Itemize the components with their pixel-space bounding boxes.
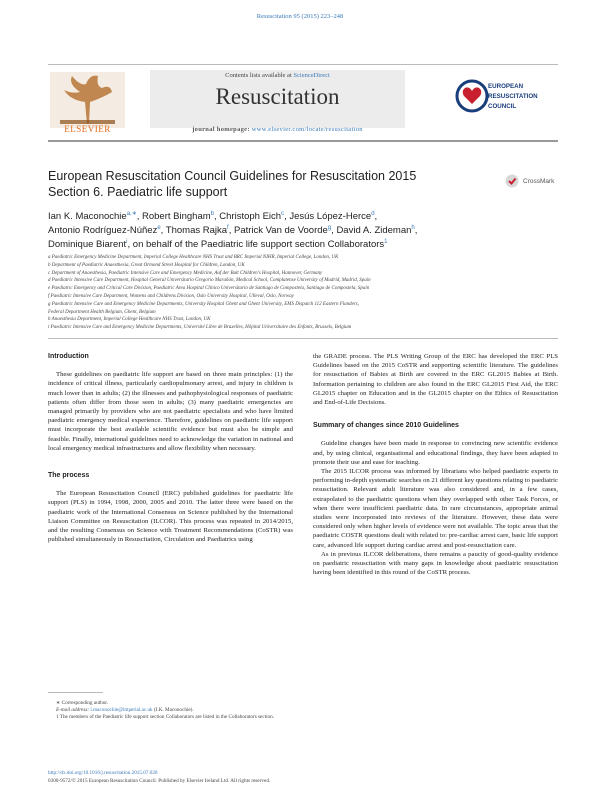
elsevier-tree-logo (50, 72, 125, 128)
author-name[interactable]: Patrick Van de Voorde (233, 225, 328, 236)
affiliation-line: h Anaesthesia Department, Imperial College Healthcare NHS Trust, London, UK (48, 317, 211, 323)
erc-line-1: EUROPEAN (488, 83, 524, 90)
journal-homepage (150, 126, 405, 133)
homepage-prefix: journal homepage: (192, 126, 250, 133)
author-name[interactable]: Ian K. Maconochie (48, 211, 127, 222)
erc-line-2: RESUSCITATION (488, 93, 538, 100)
left-column (48, 352, 293, 544)
author-separator: , (228, 225, 234, 236)
author-separator: , (331, 225, 337, 236)
corresponding-note: ∗ Corresponding author. (56, 700, 109, 706)
header-top-rule (48, 64, 558, 65)
introduction-paragraph: These guidelines on paediatric life support are based on three main principles: (1) the incidence of critical illness, particularly cardiopulmonary arrest, and injury in children is much lower than in adults; (2) the illnesses and pathophysiological responses of paediatric patients often differ from those seen in adults; (3) many paediatric emergencies are managed primarily by providers who are not paediatric specialists and who have limited paediatric emergency medical experience. Therefore, guidelines on paediatric life support must incorporate the best available scientific evidence but must also be simple and feasible. Finally, international guidelines need to acknowledge the variation in national and local emergency medical infrastructures and allow flexibility when necessary. (48, 371, 293, 452)
affiliation-line: Federal Department Health Belgium, Ghent, Belgium (48, 309, 156, 315)
title-line-2: Section 6. Paediatric life support (48, 185, 228, 199)
collaborators-note: 1 The members of the Paediatric life support section Collaborators are listed in the Collaborators section. (56, 714, 275, 720)
author-affiliation-marker[interactable]: a,∗ (126, 210, 137, 217)
affiliation-line: d Paediatric Intensive Care Department, Hospital General Universitario Gregorio Marañón, Medical School, Complutense University of Madrid, Madrid, Spain (48, 278, 371, 284)
author-separator: , (214, 211, 220, 222)
journal-citation: Resuscitation 95 (2015) 223–248 (256, 13, 344, 20)
author-list (48, 210, 558, 252)
journal-title: Resuscitation (215, 84, 340, 109)
author-affiliation-marker[interactable]: b (210, 210, 214, 217)
email-note (48, 707, 293, 714)
right-column (313, 352, 558, 577)
copyright-line: 0300-9572/© 2015 European Resuscitation Council. Published by Elsevier Ireland Ltd. All rights reserved. (48, 777, 271, 784)
affiliation-rule (48, 338, 558, 339)
summary-paragraph-3: As in previous ILCOR deliberations, there remains a paucity of good-quality evidence on paediatric resuscitation with many gaps in knowledge about paediatric resuscitation having been identified in this round of the CoSTR process. (313, 550, 558, 577)
author-name[interactable]: Antonio Rodríguez-Núñez (48, 225, 158, 236)
affiliation-line: i Paediatric Intensive Care and Emergency Medicine Departments, Université Libre de Bruxelles, Hôpital Universitaire des Enfants, Brussels, Belgium (48, 325, 352, 331)
author-name[interactable]: Christoph Eich (219, 211, 282, 222)
author-affiliation-marker[interactable]: c (281, 210, 285, 217)
affiliation-line: c Department of Anaesthesia, Paediatric Intensive Care and Emergency Medicine, Auf der Bult Children's Hospital, Hannover, Germany (48, 270, 323, 276)
author-affiliation-marker[interactable]: g (327, 224, 332, 231)
footnote-rule (48, 692, 103, 693)
email-label: E-mail address: (56, 707, 90, 713)
author-name[interactable]: Thomas Rajka (165, 225, 228, 236)
summary-paragraph-2: The 2015 ILCOR process was informed by librarians who helped paediatric experts in performing in-depth systematic searches on 21 different key questions relating to paediatric resuscitation. Relevant adult literature was also considered and, in a few cases, extrapolated to the paediatric questions when they overlapped with other Task Forces, or when there were insufficient paediatric data. In rare circumstances, appropriate animal studies were incorporated into reviews of the literature. However, these data were considered only when higher levels of evidence were not available. The topic areas that the paediatric COSTR questions dealt with related to: pre-cardiac arrest care, basic life support care, advanced life support during cardiac arrest and post-resuscitation care. (313, 468, 558, 549)
author-separator: , (160, 225, 166, 236)
header-bottom-rule (48, 140, 558, 142)
doi-link[interactable]: http://dx.doi.org/10.1016/j.resuscitation.2015.07.028 (48, 770, 158, 776)
affiliations (48, 254, 558, 332)
author-affiliation-marker[interactable]: f (227, 224, 229, 231)
email-link[interactable]: i.maconochie@imperial.ac.uk (90, 707, 153, 713)
author-name[interactable]: Jesús López-Herce (289, 211, 372, 222)
contents-line (150, 72, 405, 79)
contents-prefix: Contents lists available at (225, 72, 292, 79)
crossmark-label: CrossMark (523, 177, 555, 185)
affiliation-line: f Paediatric Intensive Care Department, Womens and Childrens Division, Oslo University Hospital, Ulleval, Oslo, Norway (48, 293, 294, 299)
author-separator: , (136, 211, 142, 222)
footnotes (48, 700, 293, 721)
author-name[interactable]: on behalf of the Paediatric life support section Collaborators (132, 239, 385, 250)
introduction-heading: Introduction (48, 353, 89, 360)
title-line-1: European Resuscitation Council Guidelines for Resuscitation 2015 (48, 169, 417, 183)
affiliation-line: g Paediatric Intensive Care and Emergency Medicine Departments, University Hospital Ghent and Ghent University, EMS Dispatch 112 Eastern Flanders, (48, 301, 360, 307)
grade-paragraph: the GRADE process. The PLS Writing Group of the ERC has developed the ERC PLS Guidelines based on the 2015 CoSTR and supporting scientific literature. The guidelines for resuscitation of Babies at Birth are covered in the ERC GL2015 Babies at Birth. Information pertaining to children are also found in the ERC GL2015 First Aid, the ERC GL2015 chapter on Education and in the GL2015 chapter on the Ethics of Resuscitation and End-of-Life Decisions. (313, 353, 558, 407)
summary-paragraph-1: Guideline changes have been made in response to convincing new scientific evidence and, by using clinical, organisational and educational findings, they have been adapted to promote their use and ease for teaching. (313, 440, 558, 466)
summary-heading: Summary of changes since 2010 Guidelines (313, 422, 459, 430)
author-name[interactable]: Dominique Biarent (48, 239, 127, 250)
author-affiliation-marker[interactable]: i (126, 238, 128, 245)
crossmark-badge[interactable] (505, 172, 565, 190)
author-separator: , (127, 239, 133, 250)
elsevier-wordmark: ELSEVIER (64, 124, 111, 134)
affiliation-line: e Paediatric Emergency and Critical Care Division, Paediatric Area Hospital Clínico Universitario de Santiago de Compostela, Santiago de Compostela, Spain (48, 286, 370, 292)
author-affiliation-marker[interactable]: 1 (384, 238, 388, 245)
article-title (48, 168, 478, 200)
author-name[interactable]: Robert Bingham (142, 211, 211, 222)
author-affiliation-marker[interactable]: d (371, 210, 375, 217)
erc-wordmark (488, 82, 538, 112)
erc-heart-logo (455, 76, 489, 116)
affiliation-line: a Paediatric Emergency Medicine Department, Imperial College Healthcare NHS Trust and BRC Imperial NIHR, Imperial College, London, UK (48, 255, 339, 260)
affiliation-line: b Department of Paediatric Anaesthesia, Great Ormond Street Hospital for Children, London, UK (48, 262, 245, 268)
process-paragraph: The European Resuscitation Council (ERC) published guidelines for paediatric life support (PLS) in 1994, 1998, 2000, 2005 and 2010. The latter three were based on the paediatric work of the International Consensus on Science published by the International Liaison Committee on Resuscitation (ILCOR). This process was repeated in 2014/2015, and the resulting Consensus on Science with Treatment Recommendations (CoSTR) was published simultaneously in Resuscitation, Circulation and Paediatrics using (48, 490, 293, 544)
author-separator: , (374, 211, 378, 222)
author-separator: , (414, 225, 418, 236)
process-heading: The process (48, 472, 90, 480)
erc-line-3: COUNCIL (488, 103, 517, 110)
sciencedirect-link[interactable]: ScienceDirect (293, 72, 330, 79)
crossmark-icon (505, 174, 519, 188)
author-name[interactable]: David A. Zideman (336, 225, 412, 236)
email-suffix: (I.K. Maconochie). (153, 707, 194, 713)
author-affiliation-marker[interactable]: e (157, 224, 161, 231)
homepage-link[interactable]: www.elsevier.com/locate/resuscitation (251, 126, 363, 133)
article-footer (48, 770, 558, 785)
author-separator: , (284, 211, 290, 222)
author-affiliation-marker[interactable]: h (411, 224, 415, 231)
